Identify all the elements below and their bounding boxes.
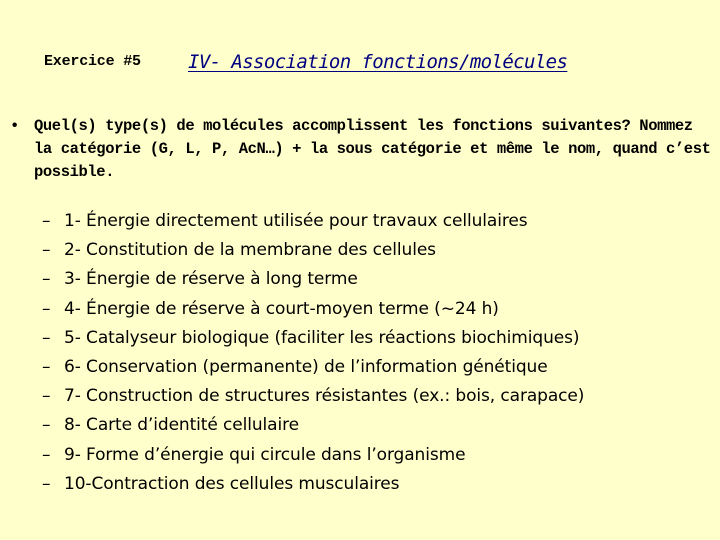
list-item: [42, 207, 584, 236]
dash-icon: –: [42, 473, 51, 494]
list-item: [42, 470, 584, 499]
function-item-text: 10-Contraction des cellules musculaires: [64, 473, 400, 494]
function-item-text: 2- Constitution de la membrane des cellules: [64, 240, 436, 261]
dash-icon: –: [42, 444, 51, 465]
function-list: [42, 207, 584, 499]
exercise-label: Exercice #5: [44, 53, 141, 70]
dash-icon: –: [42, 240, 51, 261]
question-block: [10, 115, 715, 184]
function-item-text: 3- Énergie de réserve à long terme: [64, 269, 358, 290]
dash-icon: –: [42, 386, 51, 407]
dash-icon: –: [42, 357, 51, 378]
list-item: [42, 265, 584, 294]
dash-icon: –: [42, 211, 51, 231]
list-item: [42, 324, 584, 353]
list-item: [42, 441, 584, 470]
function-item-text: 9- Forme d’énergie qui circule dans l’organisme: [64, 444, 466, 465]
function-item-text: 6- Conservation (permanente) de l’information génétique: [64, 357, 548, 378]
dash-icon: –: [42, 269, 51, 290]
dash-icon: –: [42, 415, 51, 436]
dash-icon: –: [42, 327, 51, 348]
function-item-text: 7- Construction de structures résistantes (ex.: bois, carapace): [64, 386, 585, 407]
function-item-text: 8- Carte d’identité cellulaire: [64, 415, 299, 436]
list-item: [42, 382, 584, 411]
list-item: [42, 411, 584, 440]
list-item: [42, 295, 584, 324]
function-item-text: 1- Énergie directement utilisée pour travaux cellulaires: [64, 211, 528, 231]
function-item-text: 4- Énergie de réserve à court-moyen terme (~24 h): [64, 298, 499, 319]
dash-icon: –: [42, 298, 51, 319]
slide-title: IV- Association fonctions/molécules: [188, 51, 568, 73]
bullet-icon: •: [10, 117, 19, 135]
function-item-text: 5- Catalyseur biologique (faciliter les réactions biochimiques): [64, 327, 580, 348]
list-item: [42, 236, 584, 265]
list-item: [42, 353, 584, 382]
question-text: Quel(s) type(s) de molécules accomplissent les fonctions suivantes? Nommez la catégorie (G, L, P, AcN…) + la sous catégorie et même le nom, quand c’est possible.: [34, 117, 711, 181]
